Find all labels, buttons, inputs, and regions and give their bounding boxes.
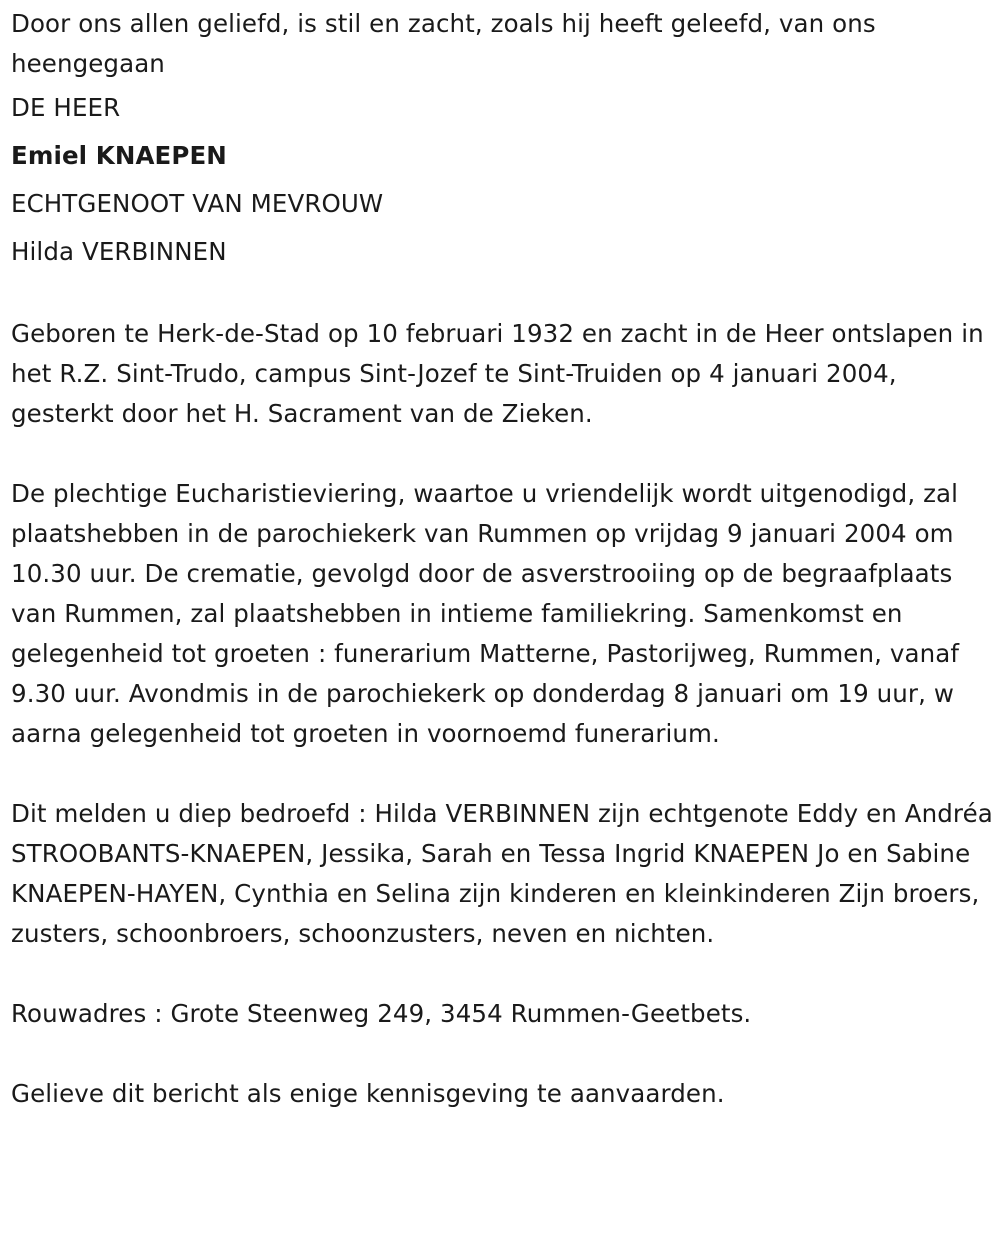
ceremony-paragraph: De plechtige Eucharistieviering, waartoe u vriendelijk wordt uitgenodigd, zal plaatshebben in de parochiekerk van Rummen op vrijdag 9 januari 2004 om 10.30 uur. De crematie, gevolgd door de asverstrooiing op de begraafplaats van Rummen, zal plaatshebben in intieme familiekring. Samenkomst en gelegenheid tot groeten : funerarium Matterne, Pastorijweg, Rummen, vanaf 9.30 uur. Avondmis in de parochiekerk op donderdag 8 januari om 19 uur, w aarna gelegenheid tot groeten in voornoemd funerarium.: [11, 479, 960, 748]
death-notice: [11, 4, 993, 1114]
deceased-title-block: [11, 84, 993, 276]
birth-death-paragraph: Geboren te Herk-de-Stad op 10 februari 1932 en zacht in de Heer ontslapen in het R.Z. Sint-Trudo, campus Sint-Jozef te Sint-Truiden op 4 januari 2004, gesterkt door het H. Sacrament van de Zieken.: [11, 319, 984, 428]
paragraph-spacer: [11, 954, 993, 994]
deceased-name: Emiel KNAEPEN: [11, 141, 227, 170]
paragraph-spacer: [11, 754, 993, 794]
closing-text: Gelieve dit bericht als enige kennisgeving te aanvaarden.: [11, 1079, 725, 1108]
honorific: DE HEER: [11, 93, 121, 122]
intro-text: Door ons allen geliefd, is stil en zacht, zoals hij heeft geleefd, van ons heengegaan: [11, 9, 876, 78]
family-paragraph: Dit melden u diep bedroefd : Hilda VERBINNEN zijn echtgenote Eddy en Andréa STROOBANTS-KNAEPEN, Jessika, Sarah en Tessa Ingrid KNAEPEN Jo en Sabine KNAEPEN-HAYEN, Cynthia en Selina zijn kinderen en kleinkinderen Zijn broers, zusters, schoonbroers, schoonzusters, neven en nichten.: [11, 799, 993, 948]
paragraph-spacer: [11, 434, 993, 474]
spouse-name: Hilda VERBINNEN: [11, 237, 227, 266]
relation-label: ECHTGENOOT VAN MEVROUW: [11, 189, 384, 218]
paragraph-spacer: [11, 1034, 993, 1074]
mourning-address: Rouwadres : Grote Steenweg 249, 3454 Rummen-Geetbets.: [11, 999, 752, 1028]
